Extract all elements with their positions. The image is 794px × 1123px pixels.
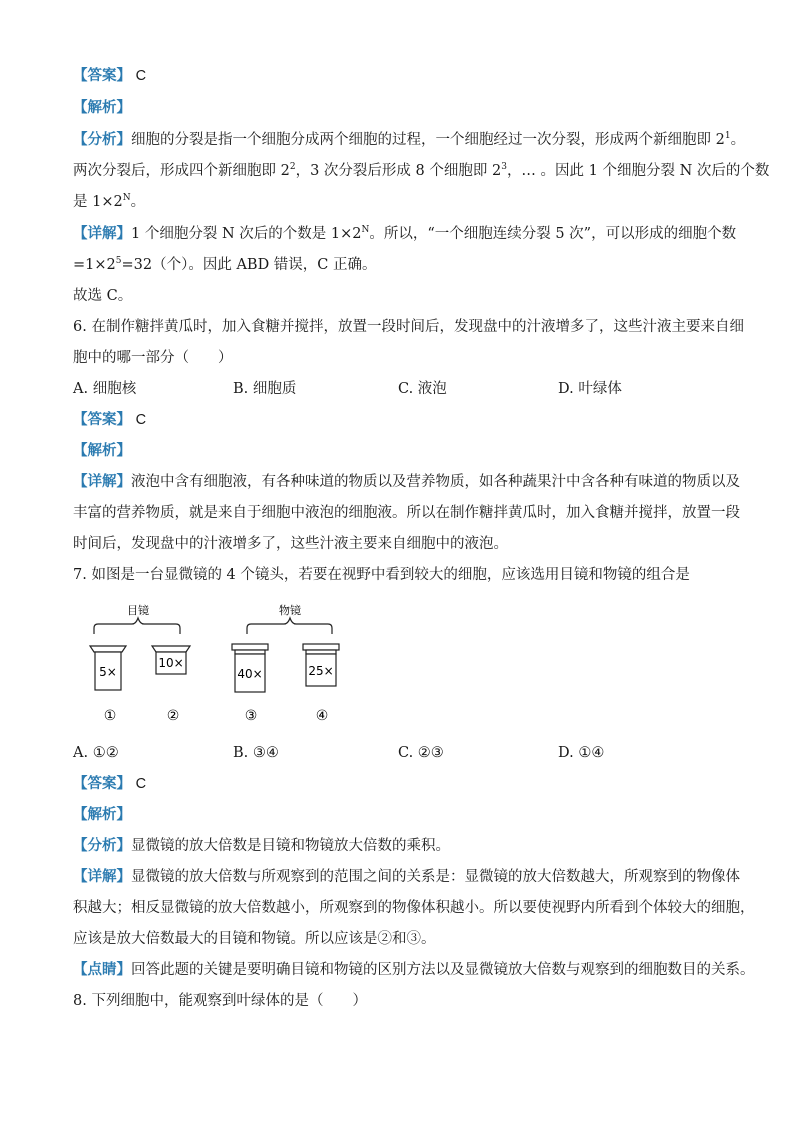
objective-label: 物镜 bbox=[279, 604, 301, 617]
xiangjie-text: 显微镜的放大倍数与所观察到的范围之间的关系是：显微镜的放大倍数越大，所观察到的物像体 bbox=[131, 869, 740, 885]
objective-brace bbox=[247, 618, 332, 634]
lens-4-objective-25x bbox=[303, 644, 339, 686]
eyepiece-label: 目镜 bbox=[127, 604, 149, 617]
answer-tag: 【答案】 bbox=[73, 411, 131, 428]
answer-value: C bbox=[135, 776, 147, 792]
q5-conclusion: 故选 C。 bbox=[73, 288, 133, 304]
fenxi-text: 。 bbox=[130, 194, 146, 210]
fenxi-text: 细胞的分裂是指一个细胞分成两个细胞的过程，一个细胞经过一次分裂，形成两个新细胞即 2 bbox=[131, 132, 725, 148]
fenxi-text: 。 bbox=[730, 132, 746, 148]
q6-xiangjie-line2: 丰富的营养物质，就是来自于细胞中液泡的细胞液。所以在制作糖拌黄瓜时，加入食糖并搅拌，放置一段 bbox=[73, 505, 740, 521]
q7-option-b: B. ③④ bbox=[233, 745, 279, 761]
lens-4-label: 25× bbox=[308, 664, 334, 678]
dianjing-tag: 【点睛】 bbox=[73, 961, 131, 978]
q6-option-c: C. 液泡 bbox=[398, 381, 447, 397]
answer-value: C bbox=[135, 68, 147, 84]
fenxi-text: 两次分裂后，形成四个新细胞即 2 bbox=[73, 163, 290, 179]
q7-xiangjie-line3: 应该是放大倍数最大的目镜和物镜。所以应该是②和③。 bbox=[73, 931, 436, 947]
q7-xiangjie-line2: 积越大；相反显微镜的放大倍数越小，所观察到的物像体积越小。所以要使视野内所看到个体较大的细胞， bbox=[73, 900, 755, 916]
q6-option-d: D. 叶绿体 bbox=[558, 381, 622, 397]
analysis-tag: 【解析】 bbox=[73, 806, 131, 823]
eyepiece-brace bbox=[94, 618, 180, 634]
xiangjie-text: 。所以，“一个细胞连续分裂 5 次”，可以形成的细胞个数 bbox=[369, 226, 737, 242]
fenxi-text: ，3 次分裂后形成 8 个细胞即 2 bbox=[295, 163, 502, 179]
q7-analysis-tag bbox=[73, 805, 131, 825]
q6-analysis-tag bbox=[73, 441, 131, 461]
lens-3-label: 40× bbox=[237, 667, 263, 681]
q7-option-d: D. ①④ bbox=[558, 745, 605, 761]
dianjing-text: 回答此题的关键是要明确目镜和物镜的区别方法以及显微镜放大倍数与观察到的细胞数目的关系。 bbox=[131, 962, 755, 978]
superscript: 1 bbox=[724, 131, 731, 141]
fenxi-text: 显微镜的放大倍数是目镜和物镜放大倍数的乘积。 bbox=[131, 838, 450, 854]
lens-2-number: ② bbox=[166, 708, 180, 724]
superscript: 2 bbox=[289, 162, 296, 172]
superscript: N bbox=[361, 225, 370, 235]
fenxi-text: 是 1×2 bbox=[73, 194, 123, 210]
xiangjie-text: =32（个）。因此 ABD 错误，C 正确。 bbox=[121, 257, 377, 273]
q7-option-c: C. ②③ bbox=[398, 745, 444, 761]
lens-1-label: 5× bbox=[99, 665, 117, 679]
q8-stem: 8. 下列细胞中，能观察到叶绿体的是（ ） bbox=[73, 993, 367, 1009]
q7-fenxi bbox=[73, 836, 450, 856]
answer-tag: 【答案】 bbox=[73, 775, 131, 792]
q5-fenxi-line3 bbox=[73, 192, 145, 212]
q7-dianjing bbox=[73, 960, 755, 980]
superscript: 3 bbox=[501, 162, 507, 172]
superscript: 5 bbox=[115, 256, 122, 266]
xiangjie-tag: 【详解】 bbox=[73, 473, 131, 490]
xiangjie-tag: 【详解】 bbox=[73, 225, 131, 242]
q7-xiangjie-line1 bbox=[73, 867, 740, 887]
q6-xiangjie-line1 bbox=[73, 472, 740, 492]
q6-stem-line2: 胞中的哪一部分（ ） bbox=[73, 350, 233, 366]
superscript: N bbox=[122, 193, 131, 203]
lens-2-eyepiece-10x bbox=[152, 646, 190, 674]
q7-answer-line bbox=[73, 774, 146, 794]
q5-fenxi-line1 bbox=[73, 130, 745, 150]
q6-answer-line bbox=[73, 410, 146, 430]
analysis-tag: 【解析】 bbox=[73, 99, 131, 116]
lens-1-eyepiece-5x bbox=[90, 646, 126, 690]
q7-stem: 7. 如图是一台显微镜的 4 个镜头，若要在视野中看到较大的细胞，应该选用目镜和物镜的组合是 bbox=[73, 567, 690, 583]
lens-3-objective-40x bbox=[232, 644, 268, 692]
fenxi-tag: 【分析】 bbox=[73, 131, 131, 148]
lens-2-label: 10× bbox=[158, 656, 184, 670]
q5-analysis-tag bbox=[73, 98, 131, 118]
xiangjie-text: =1×2 bbox=[73, 257, 116, 273]
xiangjie-text: 1 个细胞分裂 N 次后的个数是 1×2 bbox=[131, 226, 362, 242]
q5-answer-line bbox=[73, 66, 146, 86]
answer-value: C bbox=[135, 412, 147, 428]
microscope-lens-diagram bbox=[80, 604, 350, 734]
q6-option-a: A. 细胞核 bbox=[73, 381, 137, 397]
xiangjie-tag: 【详解】 bbox=[73, 868, 131, 885]
q6-option-b: B. 细胞质 bbox=[233, 381, 297, 397]
fenxi-tag: 【分析】 bbox=[73, 837, 131, 854]
lens-3-number: ③ bbox=[244, 708, 258, 724]
q6-stem-line1: 6. 在制作糖拌黄瓜时，加入食糖并搅拌，放置一段时间后，发现盘中的汁液增多了，这些汁液主要来自细 bbox=[73, 319, 744, 335]
q6-xiangjie-line3: 时间后，发现盘中的汁液增多了，这些汁液主要来自细胞中的液泡。 bbox=[73, 536, 508, 552]
q5-xiangjie-line1 bbox=[73, 224, 736, 244]
analysis-tag: 【解析】 bbox=[73, 442, 131, 459]
q5-xiangjie-line2 bbox=[73, 255, 377, 275]
q5-fenxi-line2 bbox=[73, 161, 769, 181]
xiangjie-text: 液泡中含有细胞液，有各种味道的物质以及营养物质，如各种蔬果汁中含各种有味道的物质以及 bbox=[131, 474, 740, 490]
fenxi-text: ，… 。因此 1 个细胞分裂 N 次后的个数 bbox=[506, 163, 770, 179]
q7-option-a: A. ①② bbox=[73, 745, 119, 761]
lens-1-number: ① bbox=[103, 708, 117, 724]
answer-tag: 【答案】 bbox=[73, 67, 131, 84]
lens-4-number: ④ bbox=[315, 708, 329, 724]
